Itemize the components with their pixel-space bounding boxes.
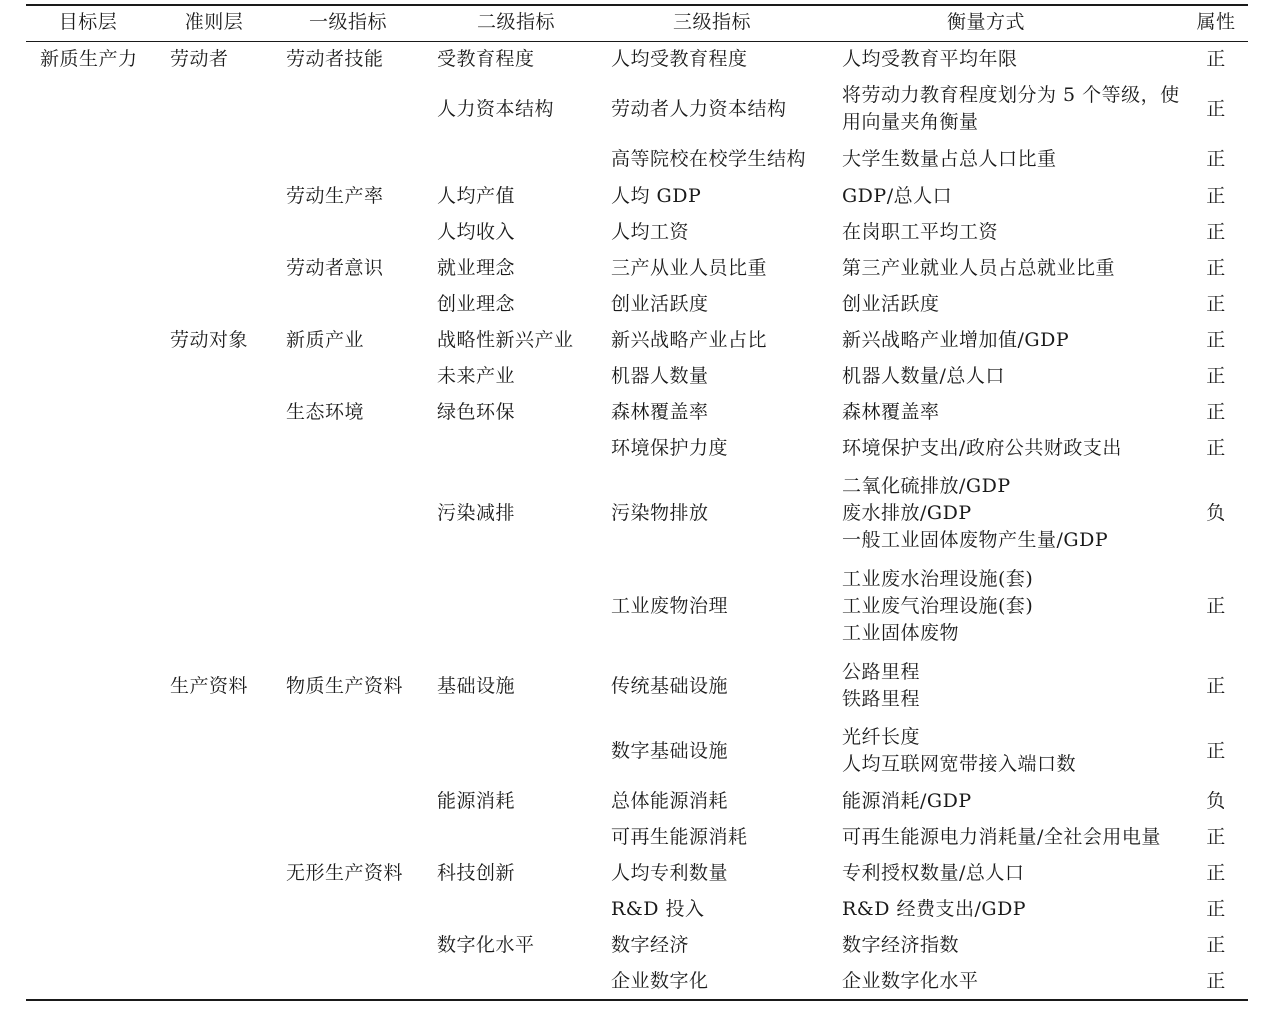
header-level3-indicator: 三级指标 <box>672 11 751 33</box>
measurement-line: 企业数字化水平 <box>842 969 979 992</box>
header-level2-indicator: 二级指标 <box>476 11 555 33</box>
measurement-cell <box>842 473 1108 554</box>
level2-indicator-cell: 受教育程度 <box>437 47 535 70</box>
level2-indicator-cell: 污染减排 <box>437 501 516 524</box>
level3-indicator-cell: 可再生能源消耗 <box>611 825 748 848</box>
header-level1-indicator: 一级指标 <box>308 11 387 33</box>
level2-indicator-cell: 人均产值 <box>437 184 516 207</box>
header-criterion-layer: 准则层 <box>184 11 244 33</box>
measurement-line: 将劳动力教育程度划分为 5 个等级，使 <box>842 84 1180 106</box>
level3-indicator-cell: 人均工资 <box>611 220 690 243</box>
measurement-cell <box>842 146 1057 173</box>
level1-indicator-cell: 新质产业 <box>286 328 365 351</box>
level2-indicator-cell: 就业理念 <box>437 256 516 279</box>
criterion-layer-cell: 劳动者 <box>170 47 229 70</box>
level2-indicator-cell: 战略性新兴产业 <box>437 328 574 351</box>
measurement-cell <box>842 932 959 959</box>
level3-indicator-cell: 三产从业人员比重 <box>611 256 768 279</box>
attribute-cell: 正 <box>1206 147 1226 170</box>
measurement-line: 第三产业就业人员占总就业比重 <box>842 256 1116 279</box>
attribute-cell: 正 <box>1206 933 1226 956</box>
level3-indicator-cell: 污染物排放 <box>611 501 709 524</box>
attribute-cell: 正 <box>1206 861 1226 884</box>
level3-indicator-cell: 创业活跃度 <box>611 292 709 315</box>
measurement-cell <box>842 363 1005 390</box>
measurement-cell <box>842 183 952 210</box>
measurement-line: 在岗职工平均工资 <box>842 220 999 243</box>
measurement-line: 一般工业固体废物产生量/GDP <box>842 528 1109 551</box>
level3-indicator-cell: 人均受教育程度 <box>611 47 748 70</box>
level1-indicator-cell: 劳动生产率 <box>286 184 384 207</box>
level2-indicator-cell: 科技创新 <box>437 861 516 884</box>
measurement-line: 新兴战略产业增加值/GDP <box>842 328 1070 351</box>
level3-indicator-cell: 环境保护力度 <box>611 436 729 459</box>
measurement-cell <box>842 291 940 318</box>
attribute-cell: 正 <box>1206 436 1226 459</box>
attribute-cell: 正 <box>1206 594 1226 617</box>
measurement-line: 公路里程 <box>842 661 921 683</box>
measurement-line: 用向量夹角衡量 <box>842 111 979 133</box>
measurement-line: 废水排放/GDP <box>842 501 972 524</box>
attribute-cell: 正 <box>1206 47 1226 70</box>
criterion-layer-cell: 生产资料 <box>170 674 249 697</box>
criterion-layer-cell: 劳动对象 <box>170 328 249 351</box>
measurement-cell <box>842 860 1024 887</box>
level3-indicator-cell: 劳动者人力资本结构 <box>611 97 787 120</box>
level3-indicator-cell: 数字基础设施 <box>611 739 729 762</box>
bottom-rule <box>26 999 1248 1001</box>
measurement-line: 工业废气治理设施(套) <box>842 594 1034 617</box>
measurement-cell <box>842 788 972 815</box>
measurement-cell <box>842 566 1033 647</box>
measurement-cell <box>842 399 940 426</box>
attribute-cell: 正 <box>1206 184 1226 207</box>
measurement-line: 创业活跃度 <box>842 292 940 315</box>
measurement-line: 工业固体废物 <box>842 621 960 644</box>
measurement-cell <box>842 82 1180 136</box>
measurement-cell <box>842 724 1076 778</box>
measurement-line: GDP/总人口 <box>842 184 953 207</box>
measurement-cell <box>842 255 1115 282</box>
level1-indicator-cell: 劳动者意识 <box>286 256 384 279</box>
attribute-cell: 负 <box>1206 501 1226 524</box>
header-rule <box>26 41 1248 42</box>
measurement-line: 数字经济指数 <box>842 933 960 956</box>
header-target-layer: 目标层 <box>58 11 118 33</box>
target-layer-cell: 新质生产力 <box>40 47 138 70</box>
measurement-line: 二氧化硫排放/GDP <box>842 474 1011 497</box>
attribute-cell: 正 <box>1206 220 1226 243</box>
measurement-cell <box>842 219 998 246</box>
level1-indicator-cell: 生态环境 <box>286 400 365 423</box>
level3-indicator-cell: R&D 投入 <box>611 897 705 920</box>
attribute-cell: 负 <box>1206 789 1226 812</box>
measurement-cell <box>842 968 979 995</box>
level3-indicator-cell: 总体能源消耗 <box>611 789 729 812</box>
level3-indicator-cell: 高等院校在校学生结构 <box>611 147 807 170</box>
measurement-line: R&D 经费支出/GDP <box>842 897 1027 920</box>
measurement-cell <box>842 327 1069 354</box>
top-rule <box>26 4 1248 6</box>
attribute-cell: 正 <box>1206 292 1226 315</box>
header-measurement: 衡量方式 <box>946 11 1025 33</box>
attribute-cell: 正 <box>1206 739 1226 762</box>
level3-indicator-cell: 人均 GDP <box>611 184 702 207</box>
attribute-cell: 正 <box>1206 400 1226 423</box>
attribute-cell: 正 <box>1206 256 1226 279</box>
attribute-cell: 正 <box>1206 364 1226 387</box>
measurement-line: 专利授权数量/总人口 <box>842 861 1025 884</box>
measurement-cell <box>842 46 1018 73</box>
level2-indicator-cell: 绿色环保 <box>437 400 516 423</box>
level2-indicator-cell: 人均收入 <box>437 220 516 243</box>
measurement-line: 大学生数量占总人口比重 <box>842 147 1057 170</box>
measurement-line: 森林覆盖率 <box>842 400 940 423</box>
level1-indicator-cell: 无形生产资料 <box>286 861 404 884</box>
level3-indicator-cell: 传统基础设施 <box>611 674 729 697</box>
attribute-cell: 正 <box>1206 674 1226 697</box>
measurement-cell <box>842 824 1161 851</box>
level1-indicator-cell: 物质生产资料 <box>286 674 404 697</box>
level3-indicator-cell: 森林覆盖率 <box>611 400 709 423</box>
header-attribute: 属性 <box>1196 11 1236 33</box>
measurement-line: 人均受教育平均年限 <box>842 47 1018 70</box>
attribute-cell: 正 <box>1206 969 1226 992</box>
measurement-line: 可再生能源电力消耗量/全社会用电量 <box>842 825 1161 848</box>
level3-indicator-cell: 工业废物治理 <box>611 594 729 617</box>
measurement-line: 工业废水治理设施(套) <box>842 567 1034 590</box>
measurement-cell <box>842 659 920 713</box>
attribute-cell: 正 <box>1206 897 1226 920</box>
measurement-cell <box>842 435 1122 462</box>
level3-indicator-cell: 数字经济 <box>611 933 690 956</box>
level3-indicator-cell: 企业数字化 <box>611 969 709 992</box>
attribute-cell: 正 <box>1206 97 1226 120</box>
measurement-line: 环境保护支出/政府公共财政支出 <box>842 436 1122 459</box>
level3-indicator-cell: 机器人数量 <box>611 364 709 387</box>
level2-indicator-cell: 基础设施 <box>437 674 516 697</box>
level2-indicator-cell: 未来产业 <box>437 364 516 387</box>
measurement-line: 光纤长度 <box>842 726 921 748</box>
measurement-line: 人均互联网宽带接入端口数 <box>842 753 1077 775</box>
level3-indicator-cell: 新兴战略产业占比 <box>611 328 768 351</box>
level1-indicator-cell: 劳动者技能 <box>286 47 384 70</box>
level2-indicator-cell: 能源消耗 <box>437 789 516 812</box>
measurement-line: 机器人数量/总人口 <box>842 364 1005 387</box>
level2-indicator-cell: 创业理念 <box>437 292 516 315</box>
measurement-line: 能源消耗/GDP <box>842 789 972 812</box>
measurement-line: 铁路里程 <box>842 688 921 710</box>
attribute-cell: 正 <box>1206 825 1226 848</box>
level2-indicator-cell: 人力资本结构 <box>437 97 555 120</box>
level2-indicator-cell: 数字化水平 <box>437 933 535 956</box>
measurement-cell <box>842 896 1026 923</box>
attribute-cell: 正 <box>1206 328 1226 351</box>
level3-indicator-cell: 人均专利数量 <box>611 861 729 884</box>
